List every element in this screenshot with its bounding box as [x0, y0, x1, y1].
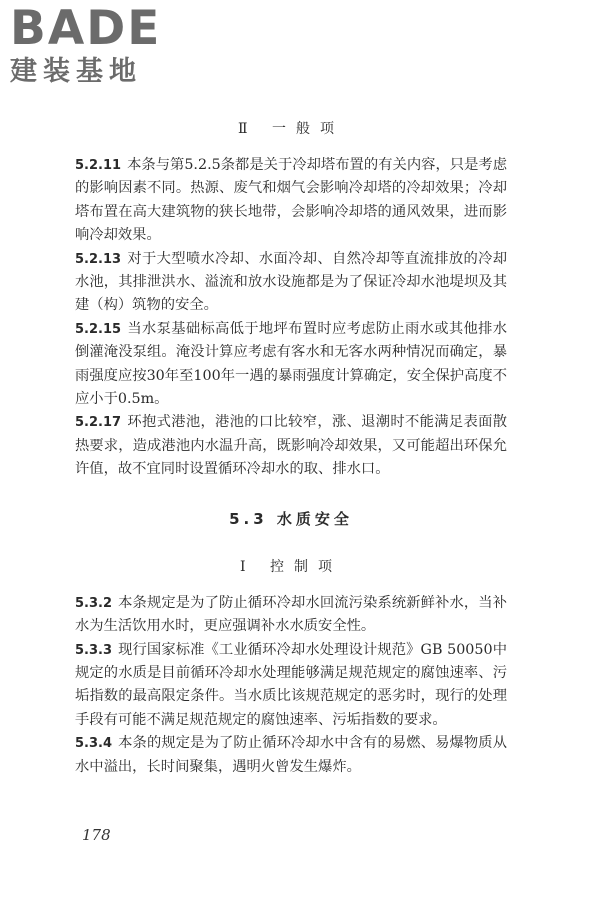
clause-paragraph — [75, 154, 507, 248]
section-title: 5.3 水质安全 — [229, 509, 353, 528]
clause-text: 本条的规定是为了防止循环冷却水中含有的易燃、易爆物质从水中溢出，长时间聚集，遇明火曾发生爆炸。 — [75, 735, 507, 775]
logo — [10, 1, 180, 88]
clause-paragraph — [75, 248, 507, 318]
clause-number: 5.3.3 — [75, 642, 113, 658]
page-content — [75, 118, 507, 779]
clause-paragraph — [75, 318, 507, 412]
clause-text: 现行国家标准《工业循环冷却水处理设计规范》GB 50050中规定的水质是目前循环冷却水处理能够满足规范规定的腐蚀速率、污垢指数的最高限定条件。当水质比该规范规定的恶劣时，现行的处理手段有可能不满足规范规定的腐蚀速率、污垢指数的要求。 — [75, 641, 507, 728]
logo-wordmark: BADE — [10, 1, 162, 56]
clause-text: 本条规定是为了防止循环冷却水回流污染系统新鲜补水，当补水为生活饮用水时，更应强调补水水质安全性。 — [75, 594, 507, 635]
clause-text: 当水泵基础标高低于地坪布置时应考虑防止雨水或其他排水倒灌淹没泵组。淹没计算应考虑有客水和无客水两种情况而确定，暴雨强度应按30年至100年一遇的暴雨强度计算确定，安全保护高度不应小于0.5m。 — [75, 320, 507, 408]
clause-text: 本条与第5.2.5条都是关于冷却塔布置的有关内容，只是考虑的影响因素不同。热源、废气和烟气会影响冷却塔的冷却效果；冷却塔布置在高大建筑物的狭长地带，会影响冷却塔的通风效果，进而影响冷却效果。 — [75, 157, 507, 244]
clause-paragraph — [75, 732, 507, 779]
clause-paragraph — [75, 411, 507, 481]
clause-number: 5.3.2 — [75, 595, 113, 611]
clause-paragraph — [75, 639, 507, 733]
clause-paragraph — [75, 592, 507, 639]
subheading-general: Ⅱ 一般项 — [238, 121, 344, 137]
clause-number: 5.2.15 — [75, 321, 122, 337]
clause-number: 5.2.13 — [75, 251, 122, 267]
clause-number: 5.2.17 — [75, 415, 122, 431]
clause-text: 对于大型喷水冷却、水面冷却、自然冷却等直流排放的冷却水池，其排泄洪水、溢流和放水设施都是为了保证冷却水池堤坝及其建（构）筑物的安全。 — [75, 250, 507, 314]
clause-text: 环抱式港池，港池的口比较窄，涨、退潮时不能满足表面散热要求，造成港池内水温升高，既影响冷却效果，又可能超出环保允许值，故不宜同时设置循环冷却水的取、排水口。 — [75, 414, 507, 478]
page-number: 178 — [82, 826, 111, 844]
logo-subtitle: 建装基地 — [10, 56, 142, 87]
clause-number: 5.3.4 — [75, 736, 113, 752]
clause-number: 5.2.11 — [75, 158, 122, 173]
subheading-control: Ⅰ 控制项 — [240, 558, 342, 575]
